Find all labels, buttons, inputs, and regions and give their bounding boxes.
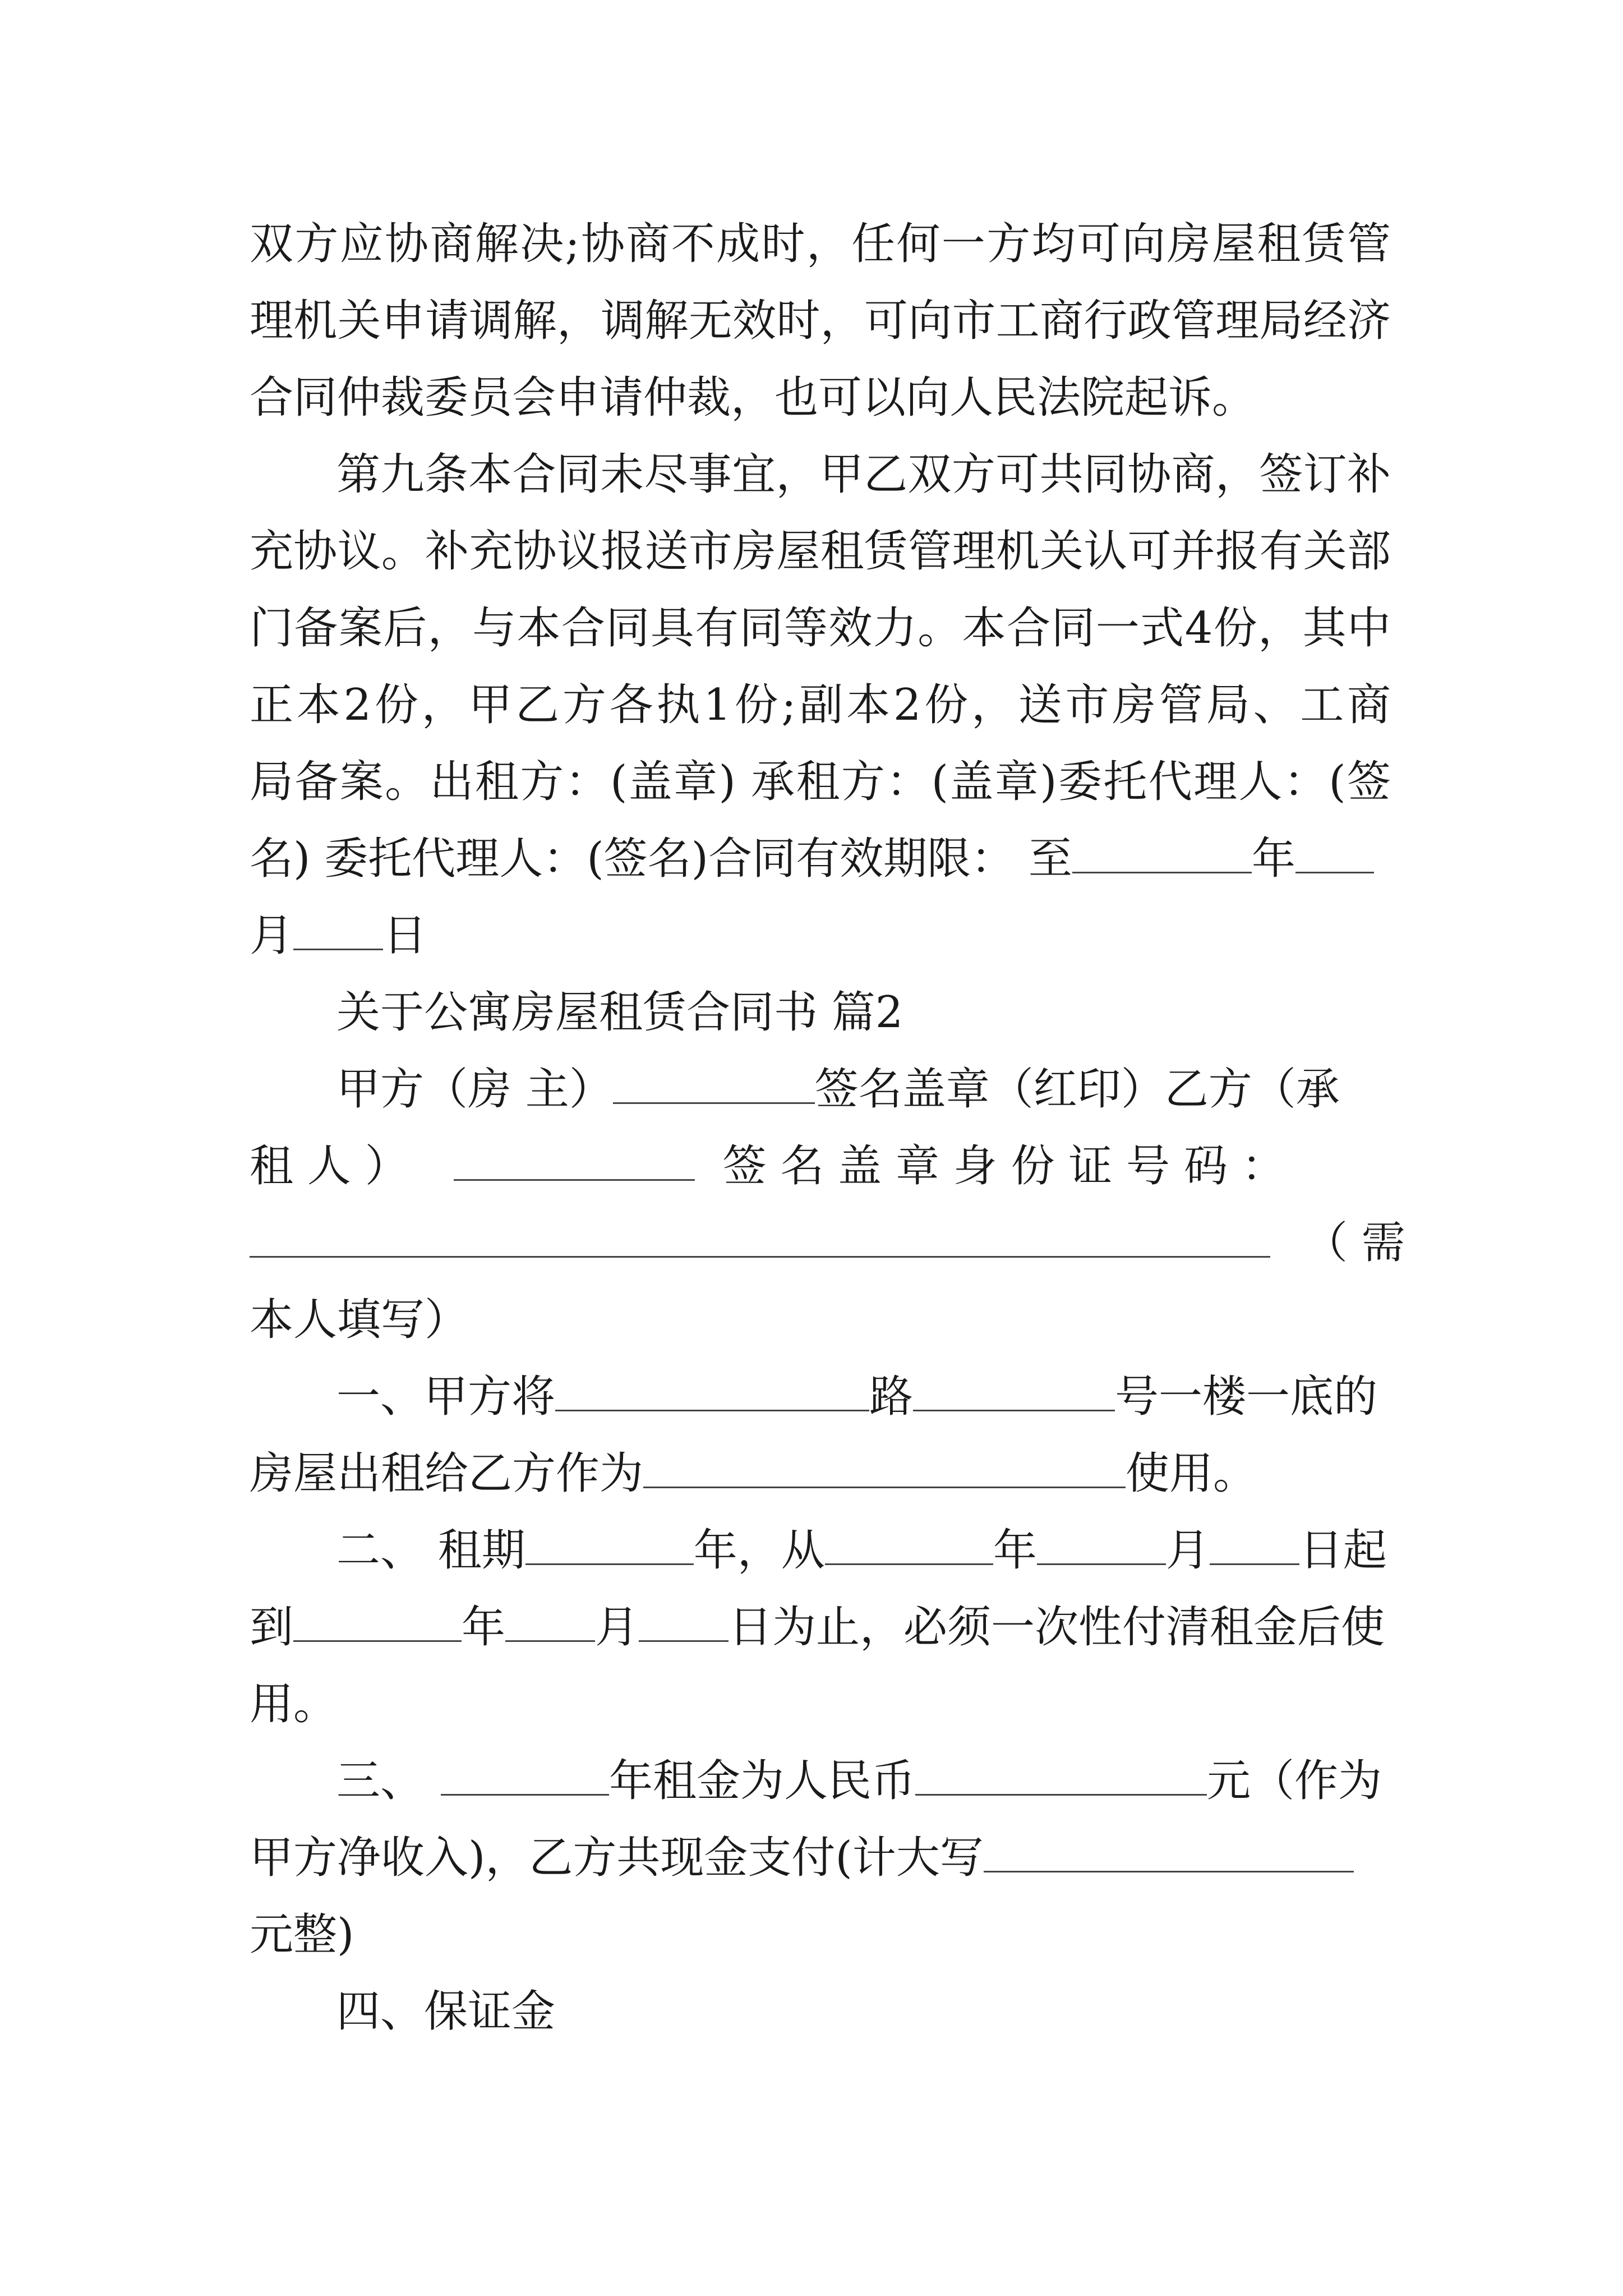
blank-underline [825, 1523, 993, 1565]
text-segment: 到 [250, 1602, 294, 1653]
blank-underline [913, 1369, 1115, 1411]
text-segment: 月 [595, 1602, 639, 1653]
text-segment: （ 需 [1304, 1218, 1405, 1268]
blank-underline [454, 1139, 695, 1181]
text-segment: 年 [462, 1602, 506, 1653]
text-line: 元整) [250, 1910, 354, 1960]
blank-underline [1037, 1523, 1166, 1565]
text-segment: 签 名 盖 章 身 份 证 号 码 ： [722, 1141, 1285, 1191]
text-line: 用。 [250, 1679, 338, 1729]
blank-underline [555, 1369, 869, 1411]
text-line [336, 1522, 1391, 1579]
text-segment: 月 [250, 910, 294, 961]
blank-underline [643, 1446, 1126, 1488]
text-segment: 一、甲方将 [336, 1372, 556, 1422]
text-segment: 元（作为 [1207, 1756, 1382, 1806]
text-segment: 年 [1251, 834, 1295, 884]
text-line [250, 1446, 1391, 1502]
text-line: 局备案。出租方：(盖章) 承租方：(盖章)委托代理人：(签 [250, 757, 1391, 807]
text-line [336, 1369, 1391, 1425]
text-line [250, 831, 1391, 887]
text-line [250, 908, 1391, 964]
text-segment: 年，从 [693, 1525, 825, 1576]
blank-underline [984, 1830, 1354, 1872]
blank-underline [915, 1754, 1207, 1796]
text-line: 双方应协商解决;协商不成时，任何一方均可向房屋租赁管 [250, 219, 1391, 269]
section-heading: 四、保证金 [336, 1986, 556, 2037]
blank-underline [613, 1062, 815, 1104]
text-segment: 二、 租期 [336, 1525, 525, 1576]
blank-underline [1072, 831, 1252, 873]
text-segment: 年租金为人民币 [609, 1756, 916, 1806]
text-segment: 三、 [336, 1756, 425, 1806]
text-segment: 日为止，必须一次性付清租金后使 [728, 1602, 1385, 1653]
text-segment: 签名盖章（红印）乙方（承 [814, 1064, 1340, 1115]
text-segment: 路 [869, 1372, 914, 1422]
blank-underline [293, 1600, 462, 1642]
text-line [336, 1753, 1391, 1809]
text-segment: 号一楼一底的 [1115, 1372, 1378, 1422]
text-line: 第九条本合同未尽事宜，甲乙双方可共同协商，签订补 [336, 449, 1391, 500]
blank-underline [441, 1754, 609, 1796]
text-line: 理机关申请调解，调解无效时，可向市工商行政管理局经济 [250, 296, 1391, 346]
blank-underline [1210, 1523, 1299, 1565]
text-segment: 日 [383, 910, 427, 961]
text-segment: 甲方净收入)，乙方共现金支付(计大写 [250, 1833, 984, 1883]
text-line [250, 1138, 1391, 1194]
text-segment: 年 [993, 1525, 1037, 1576]
text-segment: 使用。 [1126, 1448, 1257, 1499]
blank-underline [505, 1600, 595, 1642]
blank-underline [1295, 831, 1374, 873]
blank-underline [293, 908, 383, 950]
blank-underline [525, 1523, 694, 1565]
text-segment: 甲方（房 主） [336, 1064, 613, 1115]
text-line: 合同仲裁委员会申请仲裁，也可以向人民法院起诉。 [250, 372, 1256, 423]
text-segment: 租 人 ） [250, 1141, 409, 1191]
blank-underline [250, 1216, 1270, 1258]
text-line [250, 1215, 1405, 1271]
text-segment: 名) 委托代理人：(签名)合同有效期限： 至 [250, 834, 1072, 884]
text-line [336, 1061, 1391, 1117]
section-heading: 关于公寓房屋租赁合同书 篇2 [336, 987, 903, 1038]
blank-underline [639, 1600, 728, 1642]
text-line [250, 1830, 1391, 1886]
text-line: 本人填写） [250, 1295, 469, 1345]
text-line: 门备案后，与本合同具有同等效力。本合同一式4份，其中 [250, 603, 1391, 654]
text-segment: 房屋出租给乙方作为 [250, 1448, 644, 1499]
text-line: 正本2份，甲乙方各执1份;副本2份，送市房管局、工商 [250, 680, 1391, 730]
text-segment: 月 [1165, 1525, 1210, 1576]
text-line: 充协议。补充协议报送市房屋租赁管理机关认可并报有关部 [250, 526, 1391, 577]
text-line [250, 1599, 1391, 1655]
text-segment: 日起 [1299, 1525, 1387, 1576]
